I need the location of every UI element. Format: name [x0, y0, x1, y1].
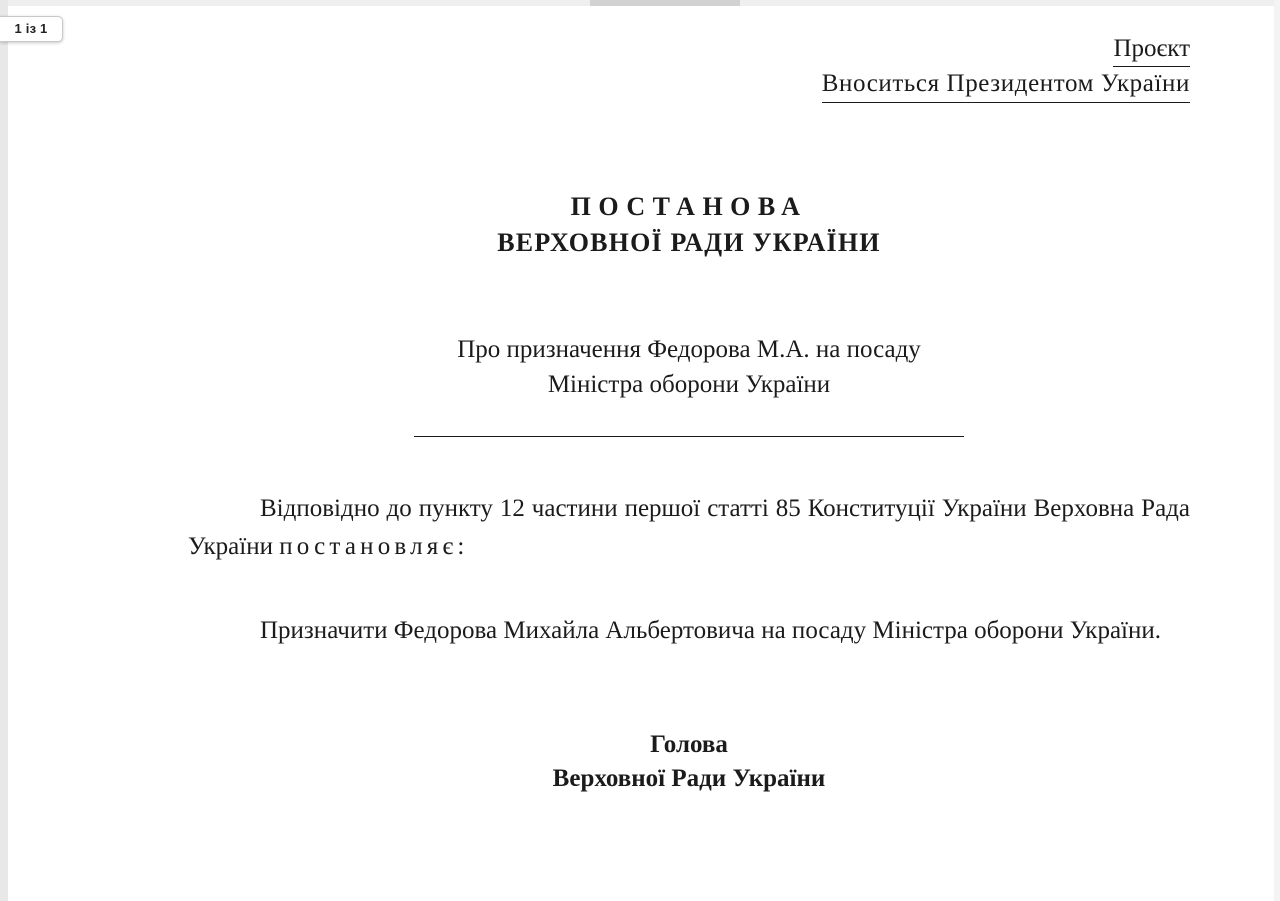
header-line-submitted-by: [188, 67, 1190, 102]
document-title: [188, 190, 1190, 261]
document-header: [188, 32, 1190, 103]
subject-divider-wrap: [188, 424, 1190, 442]
title-line-verkhovna-rada: ВЕРХОВНОЇ РАДИ УКРАЇНИ: [497, 227, 881, 257]
body-paragraph-1-text: Відповідно до пункту 12 частини першої статті 85 Конституції України Верховна Рада України: [188, 495, 1190, 561]
body-paragraph-2: Призначити Федорова Михайла Альбертовича на посаду Міністра оборони України.: [260, 617, 1162, 645]
body-paragraph-1: [188, 490, 1190, 566]
viewer-right-edge: [1274, 0, 1280, 901]
viewer-left-gutter: [0, 0, 8, 901]
document-content: [188, 32, 1190, 796]
page-indicator[interactable]: 1 із 1: [0, 16, 63, 42]
subject-line-1: Про призначення Федорова М.А. на посаду: [457, 336, 921, 364]
header-draft-label: Проєкт: [1113, 32, 1190, 67]
document-signature: [188, 728, 1190, 796]
body-paragraph-1-emphasis: постановляє:: [279, 533, 469, 561]
horizontal-divider: [414, 436, 964, 437]
signature-authority: Верховної Ради України: [552, 764, 826, 792]
title-line-postanova: ПОСТАНОВА: [570, 191, 808, 221]
header-submitted-by-label: Вноситься Президентом України: [822, 67, 1190, 102]
header-line-draft: [188, 32, 1190, 67]
signature-title: Голова: [650, 731, 728, 759]
document-page: [8, 6, 1274, 901]
subject-line-2: Міністра оборони України: [547, 371, 831, 399]
document-subject: [188, 332, 1190, 402]
